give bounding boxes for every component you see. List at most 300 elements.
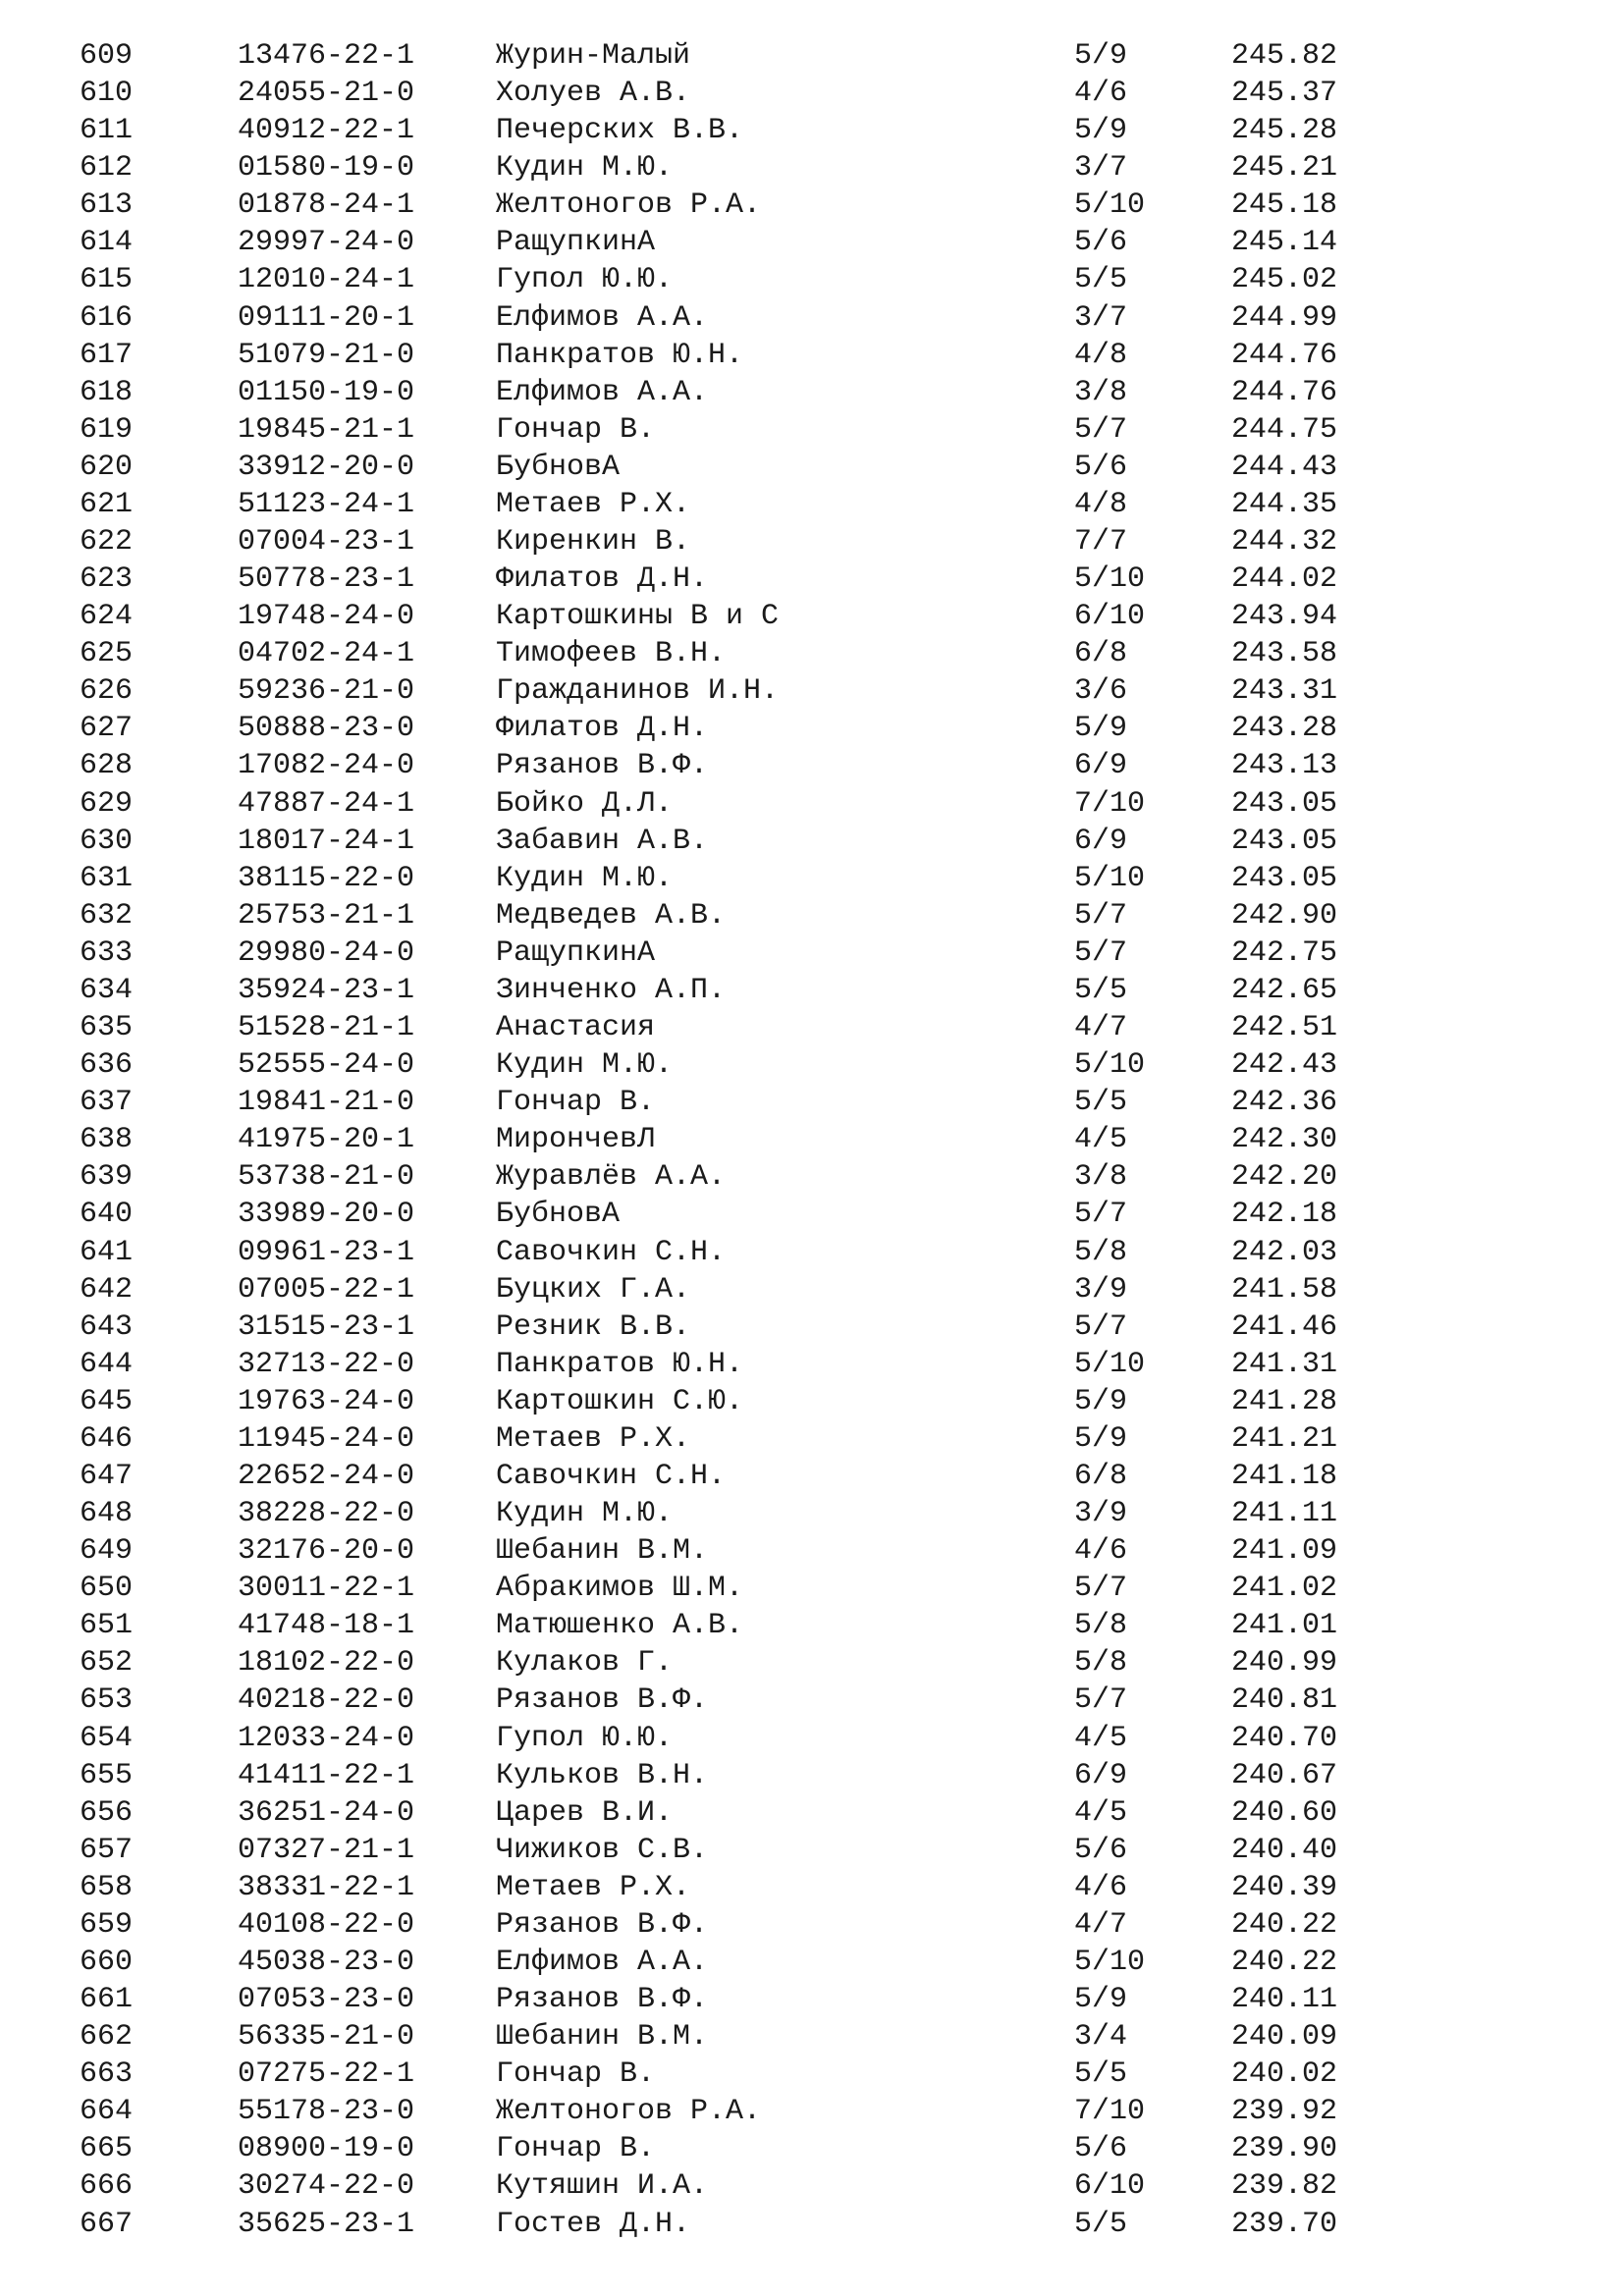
table-row — [0, 1757, 1624, 1794]
ratio-cell: 4/6 — [1074, 77, 1128, 111]
name-cell: Кутяшин И.А. — [496, 2169, 709, 2204]
table-row — [0, 823, 1624, 860]
rank-cell: 633 — [80, 935, 134, 970]
rank-cell: 647 — [80, 1459, 134, 1493]
score-cell: 240.81 — [1231, 1683, 1338, 1718]
ratio-cell: 5/10 — [1074, 188, 1146, 223]
id-cell: 59236-21-0 — [238, 674, 415, 709]
id-cell: 18017-24-1 — [238, 824, 415, 858]
name-cell: Гончар В. — [496, 1086, 656, 1120]
ratio-cell: 5/10 — [1074, 861, 1146, 895]
score-cell: 245.02 — [1231, 263, 1338, 297]
name-cell: Анастасия — [496, 1011, 656, 1045]
score-cell: 245.14 — [1231, 226, 1338, 260]
ratio-cell: 5/5 — [1074, 2207, 1128, 2241]
score-cell: 242.30 — [1231, 1123, 1338, 1157]
ratio-cell: 5/6 — [1074, 450, 1128, 484]
score-cell: 239.92 — [1231, 2095, 1338, 2129]
ratio-cell: 6/9 — [1074, 824, 1128, 858]
score-cell: 240.11 — [1231, 1983, 1338, 2017]
name-cell: Киренкин В. — [496, 525, 691, 560]
rank-cell: 620 — [80, 450, 134, 484]
ratio-cell: 7/10 — [1074, 786, 1146, 821]
score-cell: 245.28 — [1231, 114, 1338, 148]
id-cell: 07275-22-1 — [238, 2057, 415, 2092]
score-cell: 239.70 — [1231, 2207, 1338, 2241]
id-cell: 19841-21-0 — [238, 1086, 415, 1120]
id-cell: 17082-24-0 — [238, 749, 415, 783]
rank-cell: 634 — [80, 973, 134, 1007]
id-cell: 32176-20-0 — [238, 1534, 415, 1569]
score-cell: 243.58 — [1231, 637, 1338, 671]
score-cell: 244.02 — [1231, 562, 1338, 597]
score-cell: 241.09 — [1231, 1534, 1338, 1569]
ratio-cell: 6/8 — [1074, 1459, 1128, 1493]
rank-cell: 653 — [80, 1683, 134, 1718]
score-cell: 239.90 — [1231, 2132, 1338, 2166]
table-row — [0, 1271, 1624, 1308]
name-cell: Гончар В. — [496, 412, 656, 447]
score-cell: 242.43 — [1231, 1048, 1338, 1083]
table-row — [0, 1009, 1624, 1046]
table-row — [0, 1196, 1624, 1233]
score-cell: 241.31 — [1231, 1347, 1338, 1381]
id-cell: 38228-22-0 — [238, 1497, 415, 1531]
name-cell: Гупол Ю.Ю. — [496, 1721, 674, 1755]
name-cell: Журавлёв А.А. — [496, 1160, 727, 1195]
id-cell: 32713-22-0 — [238, 1347, 415, 1381]
id-cell: 04702-24-1 — [238, 637, 415, 671]
rank-cell: 656 — [80, 1795, 134, 1830]
results-table — [0, 37, 1624, 2243]
score-cell: 242.51 — [1231, 1011, 1338, 1045]
score-cell: 240.70 — [1231, 1721, 1338, 1755]
rank-cell: 636 — [80, 1048, 134, 1083]
name-cell: Филатов Д.Н. — [496, 712, 709, 746]
table-row — [0, 1346, 1624, 1383]
rank-cell: 661 — [80, 1983, 134, 2017]
id-cell: 41411-22-1 — [238, 1758, 415, 1792]
rank-cell: 663 — [80, 2057, 134, 2092]
rank-cell: 639 — [80, 1160, 134, 1195]
ratio-cell: 5/5 — [1074, 2057, 1128, 2092]
ratio-cell: 6/9 — [1074, 1758, 1128, 1792]
name-cell: Абракимов Ш.М. — [496, 1572, 744, 1606]
id-cell: 40912-22-1 — [238, 114, 415, 148]
id-cell: 29997-24-0 — [238, 226, 415, 260]
rank-cell: 609 — [80, 39, 134, 73]
name-cell: Картошкин С.Ю. — [496, 1384, 744, 1418]
ratio-cell: 4/5 — [1074, 1721, 1128, 1755]
ratio-cell: 4/5 — [1074, 1123, 1128, 1157]
score-cell: 240.99 — [1231, 1646, 1338, 1681]
table-row — [0, 486, 1624, 523]
rank-cell: 627 — [80, 712, 134, 746]
name-cell: Филатов Д.Н. — [496, 562, 709, 597]
ratio-cell: 6/8 — [1074, 637, 1128, 671]
id-cell: 35924-23-1 — [238, 973, 415, 1007]
rank-cell: 612 — [80, 151, 134, 186]
score-cell: 240.39 — [1231, 1870, 1338, 1904]
score-cell: 244.32 — [1231, 525, 1338, 560]
name-cell: Елфимов А.А. — [496, 1945, 709, 1979]
name-cell: Гончар В. — [496, 2057, 656, 2092]
name-cell: Желтоногов Р.А. — [496, 188, 762, 223]
table-row — [0, 1869, 1624, 1906]
score-cell: 241.28 — [1231, 1384, 1338, 1418]
table-row — [0, 598, 1624, 635]
table-row — [0, 1570, 1624, 1607]
ratio-cell: 5/9 — [1074, 712, 1128, 746]
table-row — [0, 1607, 1624, 1644]
name-cell: РащупкинА — [496, 226, 656, 260]
name-cell: Желтоногов Р.А. — [496, 2095, 762, 2129]
name-cell: Картошкины В и С — [496, 600, 780, 634]
score-cell: 239.82 — [1231, 2169, 1338, 2204]
table-row — [0, 1944, 1624, 1981]
id-cell: 01878-24-1 — [238, 188, 415, 223]
ratio-cell: 4/7 — [1074, 1907, 1128, 1942]
ratio-cell: 5/8 — [1074, 1235, 1128, 1269]
id-cell: 38115-22-0 — [238, 861, 415, 895]
table-row — [0, 261, 1624, 298]
table-row — [0, 1121, 1624, 1158]
rank-cell: 650 — [80, 1572, 134, 1606]
ratio-cell: 5/6 — [1074, 2132, 1128, 2166]
table-row — [0, 112, 1624, 149]
table-row — [0, 411, 1624, 449]
table-row — [0, 1720, 1624, 1757]
table-row — [0, 1383, 1624, 1420]
score-cell: 243.94 — [1231, 600, 1338, 634]
id-cell: 52555-24-0 — [238, 1048, 415, 1083]
id-cell: 07005-22-1 — [238, 1272, 415, 1307]
ratio-cell: 4/6 — [1074, 1870, 1128, 1904]
id-cell: 38331-22-1 — [238, 1870, 415, 1904]
ratio-cell: 3/9 — [1074, 1272, 1128, 1307]
rank-cell: 646 — [80, 1421, 134, 1456]
score-cell: 240.67 — [1231, 1758, 1338, 1792]
ratio-cell: 5/10 — [1074, 562, 1146, 597]
rank-cell: 617 — [80, 338, 134, 372]
table-row — [0, 635, 1624, 672]
rank-cell: 655 — [80, 1758, 134, 1792]
ratio-cell: 5/7 — [1074, 1683, 1128, 1718]
table-row — [0, 1832, 1624, 1869]
rank-cell: 611 — [80, 114, 134, 148]
id-cell: 29980-24-0 — [238, 935, 415, 970]
ratio-cell: 5/8 — [1074, 1646, 1128, 1681]
table-row — [0, 2167, 1624, 2205]
name-cell: Кудин М.Ю. — [496, 151, 674, 186]
table-row — [0, 1794, 1624, 1832]
table-row — [0, 187, 1624, 224]
ratio-cell: 5/6 — [1074, 226, 1128, 260]
rank-cell: 629 — [80, 786, 134, 821]
name-cell: Савочкин С.Н. — [496, 1235, 727, 1269]
score-cell: 241.18 — [1231, 1459, 1338, 1493]
id-cell: 19748-24-0 — [238, 600, 415, 634]
name-cell: Гончар В. — [496, 2132, 656, 2166]
ratio-cell: 5/9 — [1074, 1983, 1128, 2017]
rank-cell: 645 — [80, 1384, 134, 1418]
rank-cell: 615 — [80, 263, 134, 297]
name-cell: Холуев А.В. — [496, 77, 691, 111]
name-cell: Кудин М.Ю. — [496, 1497, 674, 1531]
score-cell: 244.76 — [1231, 375, 1338, 409]
ratio-cell: 5/7 — [1074, 898, 1128, 933]
score-cell: 243.13 — [1231, 749, 1338, 783]
id-cell: 19763-24-0 — [238, 1384, 415, 1418]
score-cell: 245.82 — [1231, 39, 1338, 73]
rank-cell: 649 — [80, 1534, 134, 1569]
rank-cell: 630 — [80, 824, 134, 858]
score-cell: 241.01 — [1231, 1609, 1338, 1643]
name-cell: Медведев А.В. — [496, 898, 727, 933]
score-cell: 244.43 — [1231, 450, 1338, 484]
name-cell: Матюшенко А.В. — [496, 1609, 744, 1643]
score-cell: 241.02 — [1231, 1572, 1338, 1606]
id-cell: 53738-21-0 — [238, 1160, 415, 1195]
name-cell: Печерских В.В. — [496, 114, 744, 148]
id-cell: 07053-23-0 — [238, 1983, 415, 2017]
rank-cell: 644 — [80, 1347, 134, 1381]
rank-cell: 632 — [80, 898, 134, 933]
ratio-cell: 3/8 — [1074, 375, 1128, 409]
name-cell: Бойко Д.Л. — [496, 786, 674, 821]
name-cell: Метаев Р.Х. — [496, 1870, 691, 1904]
id-cell: 13476-22-1 — [238, 39, 415, 73]
score-cell: 243.05 — [1231, 786, 1338, 821]
name-cell: Зинченко А.П. — [496, 973, 727, 1007]
id-cell: 50778-23-1 — [238, 562, 415, 597]
ratio-cell: 5/9 — [1074, 39, 1128, 73]
table-row — [0, 224, 1624, 261]
id-cell: 41748-18-1 — [238, 1609, 415, 1643]
rank-cell: 662 — [80, 2020, 134, 2055]
rank-cell: 640 — [80, 1198, 134, 1232]
name-cell: Елфимов А.А. — [496, 375, 709, 409]
score-cell: 240.22 — [1231, 1907, 1338, 1942]
score-cell: 243.28 — [1231, 712, 1338, 746]
ratio-cell: 3/7 — [1074, 300, 1128, 335]
name-cell: Савочкин С.Н. — [496, 1459, 727, 1493]
ratio-cell: 5/5 — [1074, 263, 1128, 297]
table-row — [0, 710, 1624, 747]
id-cell: 55178-23-0 — [238, 2095, 415, 2129]
rank-cell: 628 — [80, 749, 134, 783]
rank-cell: 621 — [80, 487, 134, 521]
id-cell: 07327-21-1 — [238, 1833, 415, 1867]
name-cell: Рязанов В.Ф. — [496, 1683, 709, 1718]
name-cell: Шебанин В.М. — [496, 1534, 709, 1569]
name-cell: Рязанов В.Ф. — [496, 1983, 709, 2017]
rank-cell: 643 — [80, 1309, 134, 1344]
table-row — [0, 672, 1624, 710]
id-cell: 08900-19-0 — [238, 2132, 415, 2166]
id-cell: 30011-22-1 — [238, 1572, 415, 1606]
table-row — [0, 1158, 1624, 1196]
rank-cell: 664 — [80, 2095, 134, 2129]
name-cell: Кудин М.Ю. — [496, 1048, 674, 1083]
table-row — [0, 374, 1624, 411]
score-cell: 242.18 — [1231, 1198, 1338, 1232]
score-cell: 243.05 — [1231, 824, 1338, 858]
table-row — [0, 2018, 1624, 2056]
id-cell: 33989-20-0 — [238, 1198, 415, 1232]
score-cell: 240.22 — [1231, 1945, 1338, 1979]
name-cell: БубновА — [496, 450, 621, 484]
table-row — [0, 561, 1624, 598]
table-row — [0, 2130, 1624, 2167]
id-cell: 18102-22-0 — [238, 1646, 415, 1681]
name-cell: Гупол Ю.Ю. — [496, 263, 674, 297]
name-cell: Шебанин В.М. — [496, 2020, 709, 2055]
name-cell: Метаев Р.Х. — [496, 1421, 691, 1456]
score-cell: 242.20 — [1231, 1160, 1338, 1195]
table-row — [0, 337, 1624, 374]
score-cell: 241.11 — [1231, 1497, 1338, 1531]
rank-cell: 631 — [80, 861, 134, 895]
name-cell: МирончевЛ — [496, 1123, 656, 1157]
ratio-cell: 6/10 — [1074, 2169, 1146, 2204]
rank-cell: 667 — [80, 2207, 134, 2241]
ratio-cell: 4/7 — [1074, 1011, 1128, 1045]
table-row — [0, 1532, 1624, 1570]
name-cell: Метаев Р.Х. — [496, 487, 691, 521]
score-cell: 242.65 — [1231, 973, 1338, 1007]
score-cell: 241.46 — [1231, 1309, 1338, 1344]
rank-cell: 635 — [80, 1011, 134, 1045]
rank-cell: 610 — [80, 77, 134, 111]
rank-cell: 641 — [80, 1235, 134, 1269]
ratio-cell: 4/8 — [1074, 338, 1128, 372]
ratio-cell: 5/10 — [1074, 1347, 1146, 1381]
table-row — [0, 934, 1624, 972]
id-cell: 51079-21-0 — [238, 338, 415, 372]
id-cell: 09111-20-1 — [238, 300, 415, 335]
id-cell: 01580-19-0 — [238, 151, 415, 186]
id-cell: 35625-23-1 — [238, 2207, 415, 2241]
rank-cell: 637 — [80, 1086, 134, 1120]
id-cell: 45038-23-0 — [238, 1945, 415, 1979]
score-cell: 244.76 — [1231, 338, 1338, 372]
table-row — [0, 1682, 1624, 1719]
ratio-cell: 4/8 — [1074, 487, 1128, 521]
rank-cell: 626 — [80, 674, 134, 709]
table-row — [0, 1458, 1624, 1495]
rank-cell: 665 — [80, 2132, 134, 2166]
id-cell: 50888-23-0 — [238, 712, 415, 746]
name-cell: Елфимов А.А. — [496, 300, 709, 335]
ratio-cell: 6/10 — [1074, 600, 1146, 634]
score-cell: 245.21 — [1231, 151, 1338, 186]
table-row — [0, 1495, 1624, 1532]
table-row — [0, 449, 1624, 486]
score-cell: 241.21 — [1231, 1421, 1338, 1456]
rank-cell: 624 — [80, 600, 134, 634]
score-cell: 244.75 — [1231, 412, 1338, 447]
name-cell: Журин-Малый — [496, 39, 691, 73]
name-cell: Кулаков Г. — [496, 1646, 674, 1681]
table-row — [0, 1046, 1624, 1084]
rank-cell: 618 — [80, 375, 134, 409]
rank-cell: 659 — [80, 1907, 134, 1942]
ratio-cell: 5/9 — [1074, 1421, 1128, 1456]
rank-cell: 619 — [80, 412, 134, 447]
table-row — [0, 1644, 1624, 1682]
ratio-cell: 4/6 — [1074, 1534, 1128, 1569]
table-row — [0, 299, 1624, 337]
rank-cell: 652 — [80, 1646, 134, 1681]
name-cell: Буцких Г.А. — [496, 1272, 691, 1307]
score-cell: 242.03 — [1231, 1235, 1338, 1269]
ratio-cell: 3/6 — [1074, 674, 1128, 709]
rank-cell: 638 — [80, 1123, 134, 1157]
ratio-cell: 5/7 — [1074, 1198, 1128, 1232]
table-row — [0, 897, 1624, 934]
ratio-cell: 5/7 — [1074, 412, 1128, 447]
rank-cell: 657 — [80, 1833, 134, 1867]
score-cell: 242.90 — [1231, 898, 1338, 933]
ratio-cell: 3/7 — [1074, 151, 1128, 186]
ratio-cell: 5/8 — [1074, 1609, 1128, 1643]
rank-cell: 613 — [80, 188, 134, 223]
name-cell: РащупкинА — [496, 935, 656, 970]
rank-cell: 625 — [80, 637, 134, 671]
id-cell: 19845-21-1 — [238, 412, 415, 447]
rank-cell: 660 — [80, 1945, 134, 1979]
score-cell: 243.31 — [1231, 674, 1338, 709]
score-cell: 242.36 — [1231, 1086, 1338, 1120]
table-row — [0, 1981, 1624, 2018]
id-cell: 25753-21-1 — [238, 898, 415, 933]
score-cell: 240.60 — [1231, 1795, 1338, 1830]
score-cell: 244.35 — [1231, 487, 1338, 521]
table-row — [0, 860, 1624, 897]
name-cell: Панкратов Ю.Н. — [496, 338, 744, 372]
id-cell: 01150-19-0 — [238, 375, 415, 409]
ratio-cell: 6/9 — [1074, 749, 1128, 783]
name-cell: Рязанов В.Ф. — [496, 749, 709, 783]
rank-cell: 666 — [80, 2169, 134, 2204]
id-cell: 22652-24-0 — [238, 1459, 415, 1493]
id-cell: 31515-23-1 — [238, 1309, 415, 1344]
ratio-cell: 5/10 — [1074, 1945, 1146, 1979]
table-row — [0, 1906, 1624, 1944]
score-cell: 242.75 — [1231, 935, 1338, 970]
table-row — [0, 1234, 1624, 1271]
id-cell: 12010-24-1 — [238, 263, 415, 297]
name-cell: Панкратов Ю.Н. — [496, 1347, 744, 1381]
table-row — [0, 1084, 1624, 1121]
name-cell: Забавин А.В. — [496, 824, 709, 858]
name-cell: Кудин М.Ю. — [496, 861, 674, 895]
ratio-cell: 4/5 — [1074, 1795, 1128, 1830]
name-cell: Кульков В.Н. — [496, 1758, 709, 1792]
id-cell: 11945-24-0 — [238, 1421, 415, 1456]
id-cell: 51123-24-1 — [238, 487, 415, 521]
name-cell: Гражданинов И.Н. — [496, 674, 780, 709]
ratio-cell: 3/8 — [1074, 1160, 1128, 1195]
table-row — [0, 1308, 1624, 1346]
table-row — [0, 149, 1624, 187]
score-cell: 245.18 — [1231, 188, 1338, 223]
ratio-cell: 5/9 — [1074, 114, 1128, 148]
ratio-cell: 5/7 — [1074, 935, 1128, 970]
rank-cell: 623 — [80, 562, 134, 597]
ratio-cell: 7/7 — [1074, 525, 1128, 560]
